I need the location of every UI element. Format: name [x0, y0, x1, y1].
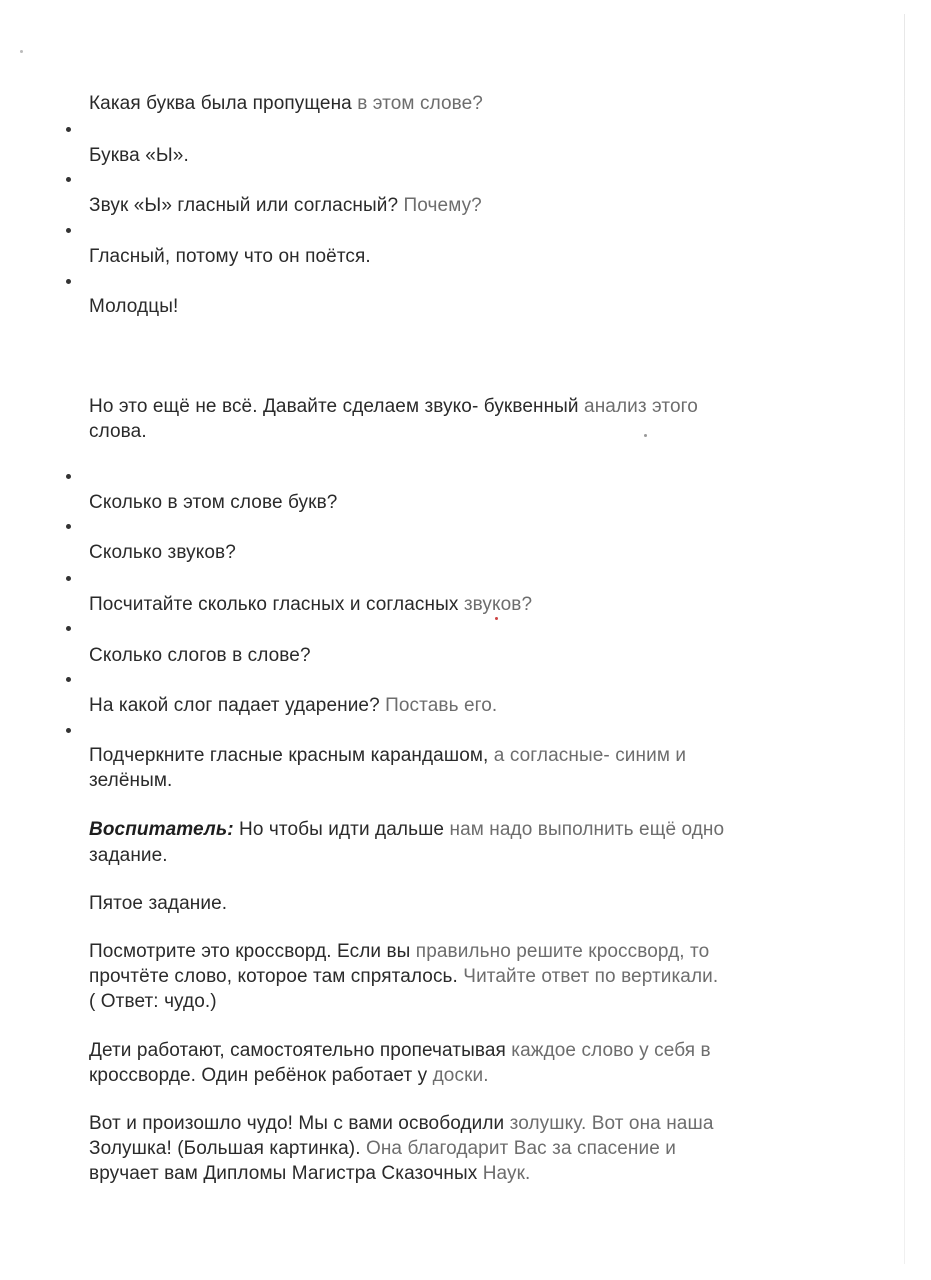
paragraph-line: Сколько слогов в слове?: [89, 645, 311, 666]
bullet: [66, 576, 71, 581]
paragraph-line: ( Ответ: чудо.): [89, 991, 217, 1012]
paragraph-line: Дети работают, самостоятельно пропечатывая каждое слово у себя в: [89, 1040, 711, 1061]
paragraph-line: Посмотрите это кроссворд. Если вы правильно решите кроссворд, то: [89, 941, 710, 962]
paragraph-line: Золушка! (Большая картинка). Она благодарит Вас за спасение и: [89, 1138, 676, 1159]
paragraph-line: Вот и произошло чудо! Мы с вами освободили золушку. Вот она наша: [89, 1113, 714, 1134]
paragraph-line: Буква «Ы».: [89, 145, 189, 166]
scan-edge: [904, 14, 905, 1264]
bullet: [66, 524, 71, 529]
paragraph-line: Подчеркните гласные красным карандашом, а согласные- синим и: [89, 745, 687, 766]
paragraph-line: Молодцы!: [89, 296, 179, 317]
bullet: [66, 228, 71, 233]
bullet: [66, 279, 71, 284]
bullet: [66, 677, 71, 682]
paragraph-line: прочтёте слово, которое там спряталось. Читайте ответ по вертикали.: [89, 966, 719, 987]
paragraph-line: Гласный, потому что он поётся.: [89, 246, 371, 267]
bullet: [66, 474, 71, 479]
paragraph-line: Звук «Ы» гласный или согласный? Почему?: [89, 195, 482, 216]
scan-speck: [20, 50, 23, 53]
bullet: [66, 728, 71, 733]
paragraph-line: На какой слог падает ударение? Поставь его.: [89, 695, 498, 716]
paragraph-line: Воспитатель: Но чтобы идти дальше нам надо выполнить ещё одно: [89, 819, 725, 840]
bullet: [66, 626, 71, 631]
paragraph-line: Сколько в этом слове букв?: [89, 492, 338, 513]
paragraph-line: зелёным.: [89, 770, 173, 791]
scan-speck: [495, 617, 498, 620]
paragraph-line: Какая буква была пропущена в этом слове?: [89, 93, 483, 114]
paragraph-line: Но это ещё не всё. Давайте сделаем звуко- буквенный анализ этого: [89, 396, 698, 417]
paragraph-line: Сколько звуков?: [89, 542, 236, 563]
paragraph-line: Пятое задание.: [89, 893, 228, 914]
paragraph-line: вручает вам Дипломы Магистра Сказочных Наук.: [89, 1163, 531, 1184]
paragraph-line: кроссворде. Один ребёнок работает у доски.: [89, 1065, 489, 1086]
speaker-label: Воспитатель:: [89, 819, 234, 840]
bullet: [66, 127, 71, 132]
bullet: [66, 177, 71, 182]
paragraph-line: задание.: [89, 845, 168, 866]
scan-speck: [644, 434, 647, 437]
paragraph-line: слова.: [89, 421, 147, 442]
paragraph-line: Посчитайте сколько гласных и согласных звуков?: [89, 594, 533, 615]
